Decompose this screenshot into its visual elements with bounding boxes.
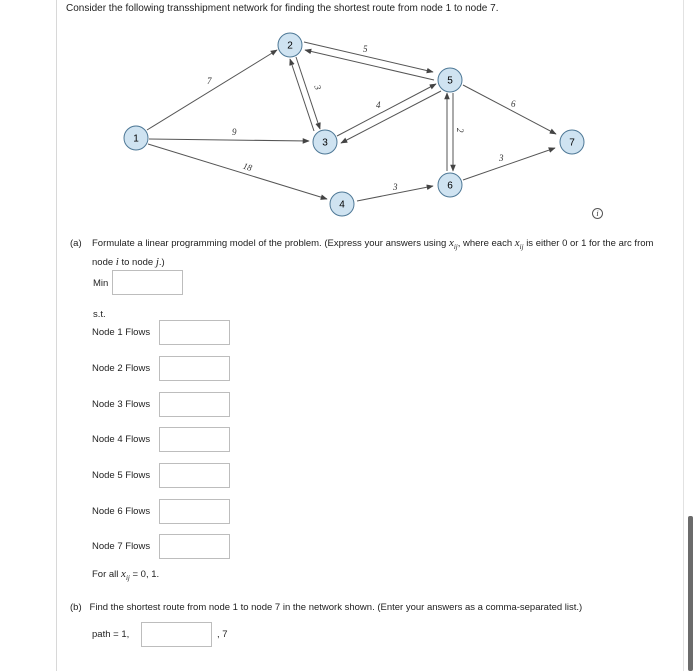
part-b-instructions xyxy=(70,602,582,613)
arc-1-3 xyxy=(149,139,309,141)
node-1-flows-input[interactable] xyxy=(159,320,230,345)
node-1-flows-label: Node 1 Flows xyxy=(92,327,151,338)
arc-5-3 xyxy=(341,91,441,143)
var-sub: ij xyxy=(519,243,524,251)
node-6-label: 6 xyxy=(447,180,453,192)
node-2-flows-label: Node 2 Flows xyxy=(92,363,151,374)
arc-label-3-5: 4 xyxy=(376,100,381,110)
scrollbar[interactable] xyxy=(688,516,693,671)
arc-label-5-7: 6 xyxy=(511,99,516,109)
var-j: j xyxy=(155,256,159,268)
objective-input[interactable] xyxy=(112,270,183,295)
node-3 xyxy=(313,130,337,154)
var-sub: ij xyxy=(453,243,458,251)
arc-6-7 xyxy=(463,148,555,180)
node-5-flows-input[interactable] xyxy=(159,463,230,488)
arc-label-1-4: 18 xyxy=(241,160,254,173)
arc-3-5 xyxy=(337,84,436,136)
node-7-flows-label: Node 7 Flows xyxy=(92,541,151,552)
node-7-label: 7 xyxy=(569,137,575,149)
node-1-label: 1 xyxy=(133,133,139,145)
arc-label-5-6: 2 xyxy=(455,128,465,133)
node-2-flows-input[interactable] xyxy=(159,356,230,381)
part-a-instructions xyxy=(70,236,675,270)
node-4-flows-label: Node 4 Flows xyxy=(92,434,151,445)
var-x: x xyxy=(514,237,520,249)
node-7-flows-input[interactable] xyxy=(159,534,230,559)
forall-sub: ij xyxy=(125,574,130,582)
arc-1-2 xyxy=(147,50,277,130)
node-6-flows-input[interactable] xyxy=(159,499,230,524)
forall-pre: For all xyxy=(92,569,119,580)
part-a-label: (a) xyxy=(70,238,82,249)
node-3-label: 3 xyxy=(322,137,328,149)
min-label: Min xyxy=(93,278,109,289)
path-input[interactable] xyxy=(141,622,212,647)
node-5-flows-label: Node 5 Flows xyxy=(92,470,151,481)
var-i: i xyxy=(115,256,119,268)
part-a-text-1: Formulate a linear programming model of the problem. (Express your answers using xyxy=(92,238,447,249)
node-1 xyxy=(124,126,148,150)
info-icon[interactable]: i xyxy=(592,208,603,219)
node-7 xyxy=(560,130,584,154)
arc-5-7 xyxy=(463,85,556,134)
path-end: , 7 xyxy=(217,629,228,640)
var-x: x xyxy=(448,237,454,249)
comma: , xyxy=(457,238,461,249)
path-label: path = 1, xyxy=(92,629,130,640)
node-3-flows-input[interactable] xyxy=(159,392,230,417)
st-label: s.t. xyxy=(93,309,106,320)
arc-label-1-3: 9 xyxy=(232,127,237,137)
part-a-text-2: where each xyxy=(463,238,513,249)
node-6-flows-label: Node 6 Flows xyxy=(92,506,151,517)
arc-label-6-7: 3 xyxy=(499,153,504,163)
arc-2-3 xyxy=(296,57,320,129)
arc-label-2-3: 3 xyxy=(312,83,324,91)
forall-post: = 0, 1. xyxy=(132,569,160,580)
node-6 xyxy=(438,173,462,197)
arc-1-4 xyxy=(148,144,327,199)
arc-5-2 xyxy=(305,50,434,80)
network-diagram xyxy=(0,0,700,230)
forall-var: x xyxy=(121,568,126,580)
part-a-text-3: is either 0 or 1 for the arc from node xyxy=(92,238,654,268)
node-3-flows-label: Node 3 Flows xyxy=(92,399,151,410)
arc-label-2-5: 5 xyxy=(363,44,368,54)
node-5-label: 5 xyxy=(447,75,453,87)
arc-label-4-6: 3 xyxy=(393,182,398,192)
node-5 xyxy=(438,68,462,92)
node-2-label: 2 xyxy=(287,40,293,52)
part-a-text-4: to node xyxy=(121,257,154,268)
problem-intro: Consider the following transshipment network for finding the shortest route from node 1 to node 7. xyxy=(66,3,499,14)
node-2 xyxy=(278,33,302,57)
binary-constraint xyxy=(92,568,159,582)
node-4 xyxy=(330,192,354,216)
part-b-text: Find the shortest route from node 1 to node 7 in the network shown. (Enter your answers as a comma-separated list.) xyxy=(89,602,583,613)
part-b-label: (b) xyxy=(70,602,82,613)
part-a-text-5: .) xyxy=(158,257,165,268)
arc-label-1-2: 7 xyxy=(207,76,212,86)
node-4-flows-input[interactable] xyxy=(159,427,230,452)
arc-2-5 xyxy=(304,42,433,72)
node-4-label: 4 xyxy=(339,199,345,211)
arc-3-2 xyxy=(290,59,314,131)
